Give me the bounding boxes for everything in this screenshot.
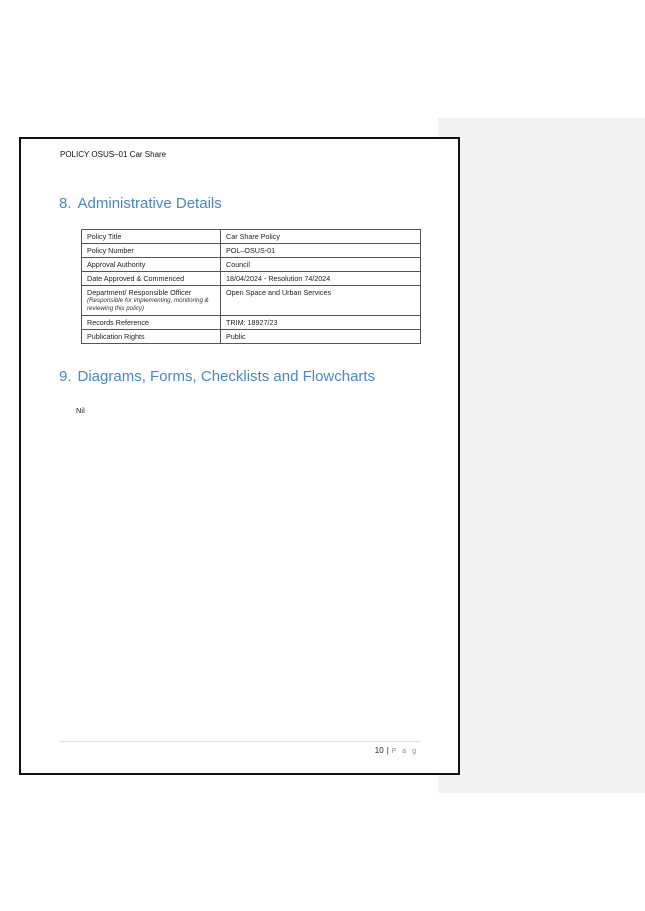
row-value: Council <box>221 258 421 272</box>
page-word: P a g <box>391 748 418 755</box>
footer-divider <box>59 741 421 742</box>
table-row <box>82 258 421 272</box>
row-label-with-note <box>82 286 221 316</box>
table-row <box>82 244 421 258</box>
section-8-title: Administrative Details <box>77 195 222 212</box>
section-8-heading <box>59 195 222 212</box>
side-panel <box>438 118 645 793</box>
table-row <box>82 286 421 316</box>
row-label: Approval Authority <box>82 258 221 272</box>
page-footer <box>375 746 418 755</box>
row-value: 18/04/2024 - Resolution 74/2024 <box>221 272 421 286</box>
document-page <box>19 137 460 775</box>
row-label: Department/ Responsible Officer <box>87 288 192 297</box>
row-label: Date Approved & Commenced <box>82 272 221 286</box>
row-value: Car Share Policy <box>221 230 421 244</box>
footer-separator: | <box>386 746 389 755</box>
administrative-details-table <box>81 229 421 344</box>
row-label: Publication Rights <box>82 330 221 344</box>
table-row <box>82 330 421 344</box>
section-9-body: Nil <box>76 406 85 415</box>
page-number: 10 <box>374 746 384 755</box>
row-label: Policy Title <box>82 230 221 244</box>
section-8-number: 8. <box>59 195 72 212</box>
running-header: POLICY OSUS–01 Car Share <box>60 150 167 159</box>
table-row <box>82 272 421 286</box>
row-value: Open Space and Urban Services <box>221 286 421 316</box>
row-label: Policy Number <box>82 244 221 258</box>
section-9-heading <box>59 368 375 385</box>
table-row <box>82 230 421 244</box>
section-9-number: 9. <box>59 368 72 385</box>
row-value: POL–OSUS-01 <box>221 244 421 258</box>
row-note: (Responsible for implementing, monitoring & reviewing this policy) <box>87 297 209 313</box>
section-9-title: Diagrams, Forms, Checklists and Flowcharts <box>77 368 376 385</box>
row-label: Records Reference <box>82 316 221 330</box>
row-value: TRIM: 18927/23 <box>221 316 421 330</box>
table-row <box>82 316 421 330</box>
row-value: Public <box>221 330 421 344</box>
